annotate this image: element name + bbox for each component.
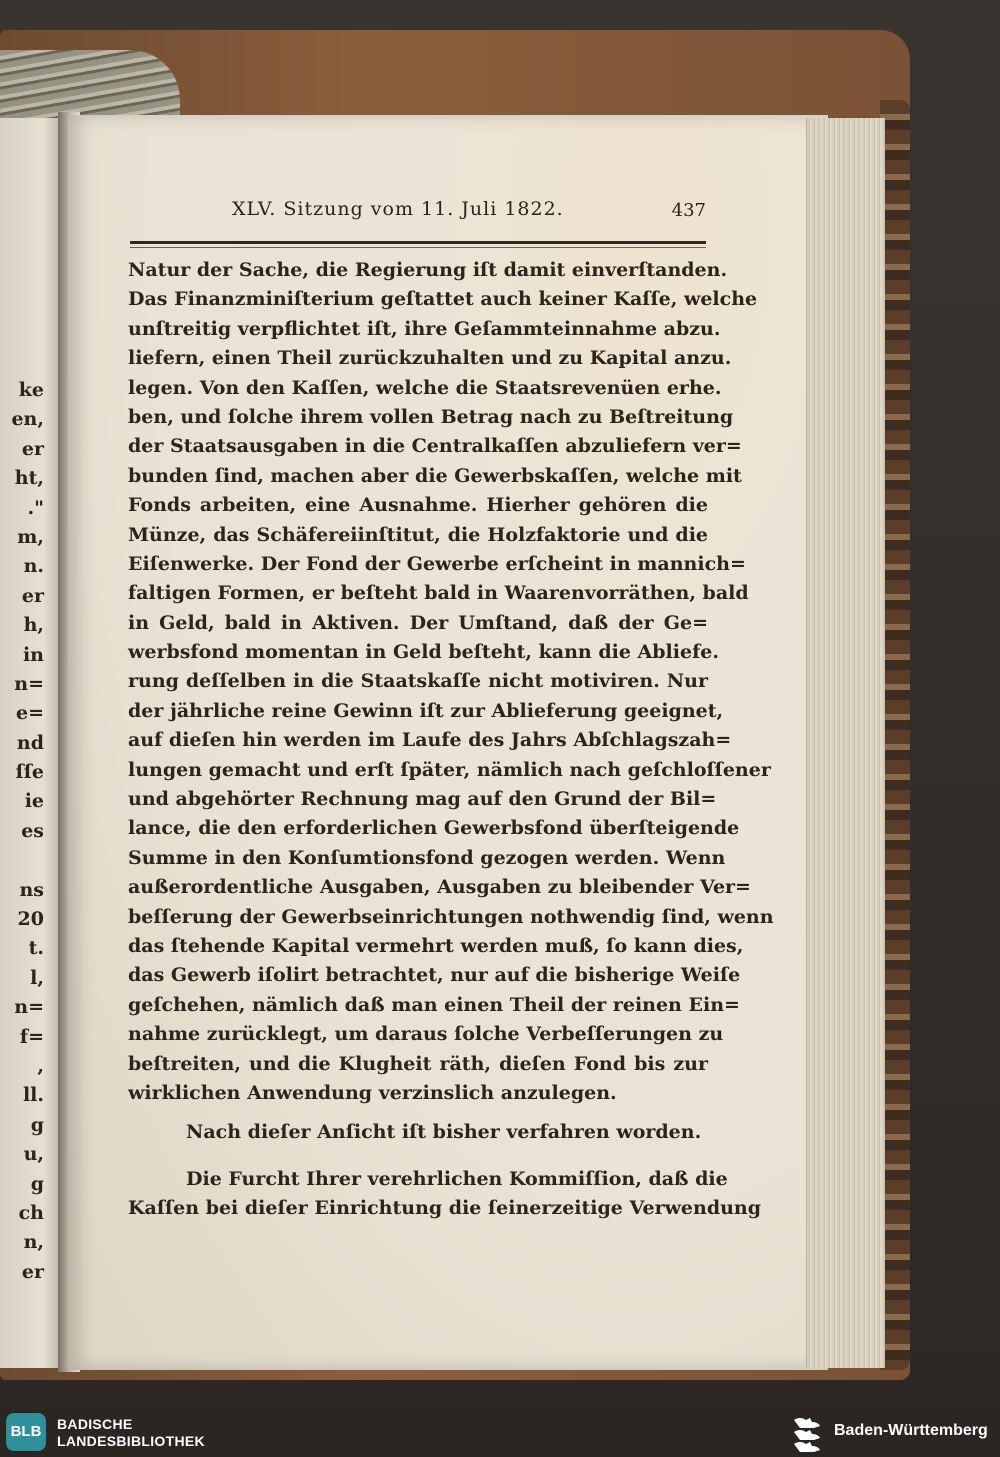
left-page-fragment: , <box>37 1054 44 1077</box>
text-line: beſtreiten, und die Klugheit räth, dieſen Fond bis zur <box>128 1052 708 1075</box>
paragraph-1 <box>128 256 774 1108</box>
left-page-fragment: en, <box>11 408 44 431</box>
text-line: Summe in den Konſumtionsfond gezogen werden. Wenn <box>128 846 726 869</box>
paragraph-3 <box>128 1165 762 1224</box>
blb-name[interactable] <box>57 1416 205 1450</box>
left-page-fragment: n= <box>14 672 44 695</box>
left-page-fragment: g <box>30 1113 44 1136</box>
text-line: in Geld, bald in Aktiven. Der Umſtand, daß der Ge= <box>128 611 708 634</box>
text-line: der Staatsausgaben in die Centralkaſſen abzuliefern ver= <box>128 435 742 458</box>
text-line: lance, die den erforderlichen Gewerbsfond überſteigende <box>128 817 740 840</box>
left-page-fragment: er <box>21 1260 44 1283</box>
text-line: liefern, einen Theil zurückzuhalten und zu Kapital anzu. <box>128 347 732 370</box>
text-line: ben, und ſolche ihrem vollen Betrag nach zu Beſtreitung <box>128 405 734 428</box>
text-line: rung deſſelben in die Staatskaſſe nicht motiviren. Nur <box>128 670 708 693</box>
page-header <box>130 198 708 230</box>
left-page-fragment: f= <box>19 1025 44 1048</box>
left-page-fragment: ch <box>18 1201 44 1224</box>
blb-logo[interactable]: BLB <box>6 1413 46 1451</box>
page-edges <box>806 118 885 1368</box>
left-page <box>0 118 62 1368</box>
text-line: das Gewerb iſolirt betrachtet, nur auf die bisherige Weiſe <box>128 964 741 987</box>
text-line: außerordentliche Ausgaben, Ausgaben zu bleibender Ver= <box>128 876 751 899</box>
left-page-fragment: er <box>21 584 44 607</box>
left-page-fragment: es <box>21 819 44 842</box>
left-page-fragment: n= <box>14 996 44 1019</box>
text-line: Fonds arbeiten, eine Ausnahme. Hierher gehören die <box>128 494 708 517</box>
text-line: Kaſſen bei dieſer Einrichtung die ſeinerzeitige Verwendung <box>128 1197 762 1220</box>
text-line: auf dieſen hin werden im Laufe des Jahrs Abſchlagszah= <box>128 729 732 752</box>
text-line: nahme zurücklegt, um daraus ſolche Verbeſſerungen zu <box>128 1023 724 1046</box>
text-line: lungen gemacht und erſt ſpäter, nämlich nach geſchloſſener <box>128 758 771 781</box>
left-page-fragment: ns <box>19 878 44 901</box>
left-page-fragment: u, <box>23 1143 44 1166</box>
left-page-fragment: e= <box>15 702 44 725</box>
running-title: XLV. Sitzung vom 11. Juli 1822. <box>232 198 564 220</box>
header-rule <box>130 241 706 244</box>
text-line: Münze, das Schäfereiinſtitut, die Holzfaktorie und die <box>128 523 708 546</box>
text-line: geſchehen, nämlich daß man einen Theil der reinen Ein= <box>128 993 740 1016</box>
text-line: und abgehörter Rechnung mag auf den Grund der Bil= <box>128 788 717 811</box>
blb-name-line1: BADISCHE <box>57 1416 133 1432</box>
left-page-fragment <box>0 846 44 875</box>
baden-wuerttemberg-lion-icon <box>790 1414 824 1452</box>
left-page-fragment: ſſe <box>15 761 44 784</box>
left-page-fragment: er <box>21 437 44 460</box>
left-page-fragment: n, <box>23 1231 44 1254</box>
text-line: Das Finanzminiſterium geſtattet auch keiner Kaſſe, welche <box>128 288 758 311</box>
text-line: wirklichen Anwendung verzinslich anzulegen. <box>128 1081 617 1104</box>
left-page-fragment: g <box>30 1172 44 1195</box>
left-page-fragment: ht, <box>14 467 44 490</box>
left-page-fragment: t. <box>28 937 44 960</box>
footer-bar <box>0 1407 1000 1457</box>
text-line: legen. Von den Kaſſen, welche die Staatsrevenüen erhe. <box>128 376 722 399</box>
left-page-fragment: l, <box>30 966 44 989</box>
text-line: unſtreitig verpflichtet iſt, ihre Geſammteinnahme abzu. <box>128 317 721 340</box>
text-line: Natur der Sache, die Regierung iſt damit einverſtanden. <box>128 259 728 281</box>
baden-wuerttemberg-label[interactable]: Baden-Württemberg <box>834 1422 988 1439</box>
left-page-fragment: h, <box>23 614 44 637</box>
left-page-fragment: n. <box>23 555 44 578</box>
header-rule-thin <box>130 247 706 248</box>
paragraph-2: Nach dieſer Anſicht iſt bisher verfahren worden. <box>186 1121 702 1143</box>
blb-name-line2: LANDESBIBLIOTHEK <box>57 1433 205 1449</box>
text-line: das ſtehende Kapital vermehrt werden muß, ſo kann dies, <box>128 934 744 957</box>
text-line: Eiſenwerke. Der Fond der Gewerbe erſcheint in mannich= <box>128 552 746 575</box>
text-line: beſſerung der Gewerbseinrichtungen nothwendig ſind, wenn <box>128 905 774 928</box>
text-line: faltigen Formen, er beſteht bald in Waarenvorräthen, bald <box>128 582 749 605</box>
text-line: bunden ſind, machen aber die Gewerbskaſſen, welche mit <box>128 464 742 487</box>
text-line: der jährliche reine Gewinn iſt zur Ablieferung geeignet, <box>128 699 724 722</box>
left-page-text-fragments <box>0 376 44 1287</box>
left-page-fragment: 20 <box>17 908 44 931</box>
text-line: werbsfond momentan in Geld beſteht, kann die Abliefe. <box>128 641 719 664</box>
left-page-fragment: m, <box>17 525 44 548</box>
left-page-fragment: ." <box>27 496 44 519</box>
text-line: Die Furcht Ihrer verehrlichen Kommiſſion, daß die <box>186 1168 728 1190</box>
left-page-fragment: ie <box>24 790 44 813</box>
left-page-fragment: ll. <box>22 1084 44 1107</box>
left-page-fragment: ke <box>18 379 44 401</box>
page-number: 437 <box>671 200 706 221</box>
left-page-fragment: nd <box>16 731 44 754</box>
left-page-fragment: in <box>22 643 44 666</box>
